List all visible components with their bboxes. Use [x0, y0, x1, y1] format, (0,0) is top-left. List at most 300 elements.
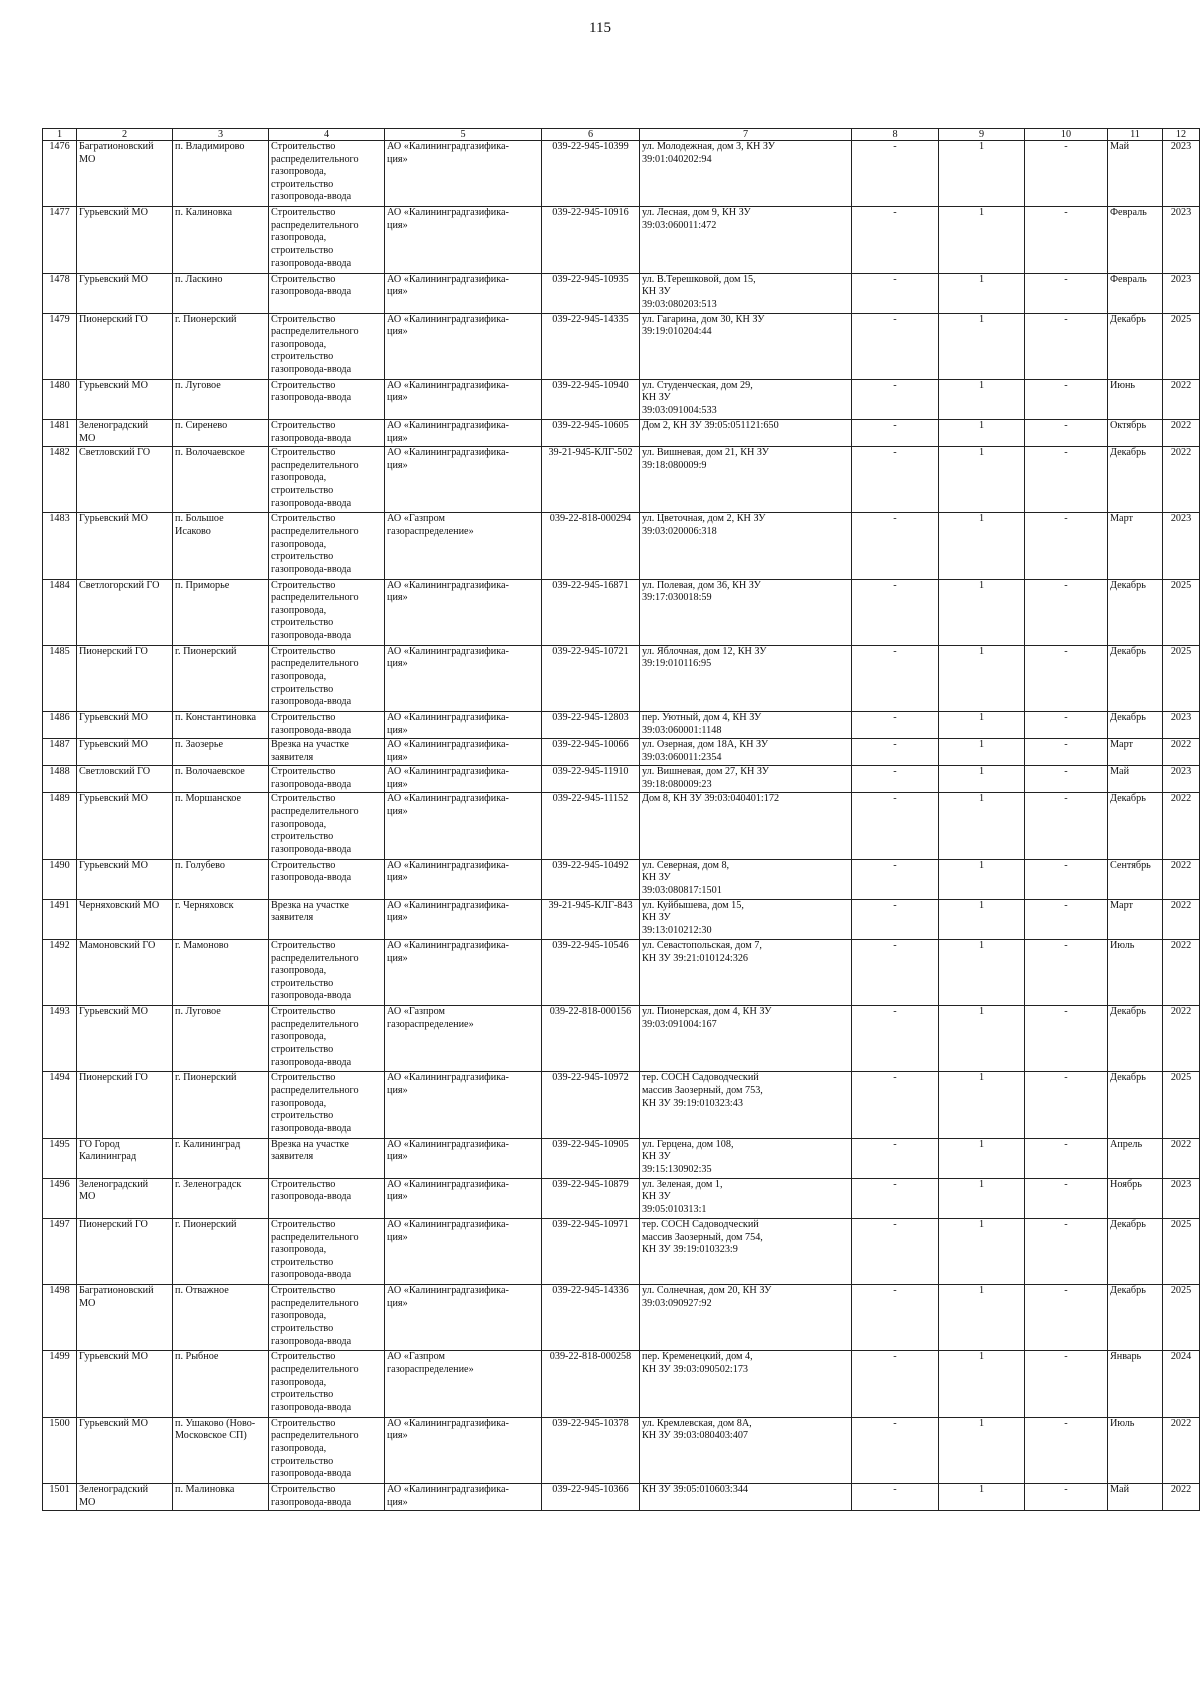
year-cell-text: 2023 — [1170, 712, 1192, 724]
column-9-cell — [939, 1285, 1025, 1351]
row-number-text: 1495 — [49, 1138, 70, 1150]
month-cell — [1108, 141, 1163, 207]
column-10-cell-text: - — [1064, 1417, 1068, 1429]
organization-cell-text: АО «Калининградгазифика- ция» — [387, 712, 509, 736]
year-cell — [1163, 579, 1200, 645]
column-9-cell — [939, 939, 1025, 1005]
month-cell-text: Октябрь — [1110, 420, 1147, 432]
column-8-cell — [852, 739, 939, 766]
row-number — [43, 141, 77, 207]
address-cell-text: ул. Вишневая, дом 21, КН ЗУ 39:18:080009:9 — [642, 447, 769, 471]
work-type-cell — [269, 1285, 385, 1351]
district-cell — [77, 1138, 173, 1178]
column-9-cell-text: 1 — [978, 1285, 985, 1297]
application-code-cell — [542, 766, 640, 793]
year-cell — [1163, 1483, 1200, 1510]
settlement-cell-text: п. Отважное — [175, 1285, 229, 1297]
settlement-cell — [173, 645, 269, 711]
column-9-cell — [939, 1417, 1025, 1483]
column-9-cell-text: 1 — [978, 1006, 985, 1018]
column-8-cell-text: - — [893, 1285, 897, 1297]
column-8-cell — [852, 899, 939, 939]
work-type-cell — [269, 1218, 385, 1284]
year-cell-text: 2025 — [1170, 645, 1192, 657]
column-10-cell — [1025, 1351, 1108, 1417]
organization-cell — [385, 579, 542, 645]
address-cell — [640, 1417, 852, 1483]
row-number — [43, 712, 77, 739]
address-cell-text: пер. Уютный, дом 4, КН ЗУ 39:03:060001:1148 — [642, 712, 762, 736]
column-header-8: 8 — [852, 129, 939, 141]
column-9-cell-text: 1 — [978, 1138, 985, 1150]
column-9-cell-text: 1 — [978, 379, 985, 391]
application-code-cell — [542, 273, 640, 313]
year-cell-text: 2023 — [1170, 273, 1192, 285]
column-10-cell-text: - — [1064, 939, 1068, 951]
settlement-cell-text: п. Моршанское — [175, 793, 242, 805]
column-10-cell — [1025, 207, 1108, 273]
column-10-cell — [1025, 766, 1108, 793]
organization-cell-text: АО «Калининградгазифика- ция» — [387, 739, 509, 763]
row-number — [43, 1072, 77, 1138]
year-cell-text: 2022 — [1170, 379, 1192, 391]
application-code-cell-text: 039-22-945-10905 — [552, 1138, 629, 1150]
page-number: 115 — [589, 20, 611, 36]
settlement-cell-text: п. Приморье — [175, 579, 230, 591]
settlement-cell — [173, 1285, 269, 1351]
district-cell-text: Зеленоградский МО — [79, 1483, 149, 1508]
year-cell-text: 2022 — [1170, 420, 1192, 432]
column-10-cell-text: - — [1064, 793, 1068, 805]
column-8-cell — [852, 313, 939, 379]
year-cell — [1163, 273, 1200, 313]
month-cell — [1108, 1285, 1163, 1351]
organization-cell-text: АО «Газпром газораспределение» — [387, 1351, 474, 1376]
column-10-cell-text: - — [1064, 1351, 1068, 1363]
year-cell-text: 2022 — [1170, 739, 1192, 751]
month-cell — [1108, 379, 1163, 419]
settlement-cell — [173, 379, 269, 419]
work-type-cell-text: Строительство распределительного газопровода, строительство газопровода-ввода — [271, 579, 359, 641]
year-cell — [1163, 739, 1200, 766]
organization-cell — [385, 1178, 542, 1218]
column-header-9: 9 — [939, 129, 1025, 141]
table-row — [43, 712, 1200, 739]
column-10-cell-text: - — [1064, 899, 1068, 911]
district-cell-text: Пионерский ГО — [79, 1072, 148, 1084]
column-8-cell-text: - — [893, 420, 897, 432]
district-cell — [77, 420, 173, 447]
month-cell-text: Февраль — [1110, 273, 1147, 285]
column-8-cell — [852, 1285, 939, 1351]
settlement-cell — [173, 420, 269, 447]
month-cell — [1108, 1417, 1163, 1483]
column-10-cell — [1025, 793, 1108, 859]
settlement-cell-text: п. Заозерье — [175, 739, 224, 751]
column-8-cell-text: - — [893, 939, 897, 951]
row-number-text: 1497 — [49, 1218, 70, 1230]
organization-cell-text: АО «Калининградгазифика- ция» — [387, 1483, 509, 1508]
year-cell — [1163, 1178, 1200, 1218]
address-cell-text: ул. Кремлевская, дом 8А, КН ЗУ 39:03:080403:407 — [642, 1417, 752, 1442]
application-code-cell-text: 039-22-945-10721 — [552, 645, 629, 657]
work-type-cell-text: Строительство газопровода-ввода — [271, 1483, 352, 1508]
column-10-cell-text: - — [1064, 1072, 1068, 1084]
district-cell-text: Гурьевский МО — [79, 1417, 148, 1429]
work-type-cell-text: Строительство газопровода-ввода — [271, 859, 352, 884]
address-cell — [640, 579, 852, 645]
column-10-cell — [1025, 1138, 1108, 1178]
application-code-cell-text: 039-22-945-11152 — [552, 793, 629, 805]
organization-cell — [385, 1138, 542, 1178]
column-8-cell — [852, 579, 939, 645]
row-number — [43, 273, 77, 313]
column-8-cell-text: - — [893, 207, 897, 219]
column-9-cell — [939, 579, 1025, 645]
district-cell-text: Черняховский МО — [79, 899, 160, 911]
organization-cell — [385, 766, 542, 793]
month-cell-text: Июль — [1110, 939, 1135, 951]
table-row — [43, 1285, 1200, 1351]
table-row — [43, 1417, 1200, 1483]
column-10-cell-text: - — [1064, 1138, 1068, 1150]
work-type-cell-text: Строительство распределительного газопровода, строительство газопровода-ввода — [271, 313, 359, 376]
district-cell — [77, 712, 173, 739]
table-row — [43, 939, 1200, 1005]
column-9-cell-text: 1 — [978, 579, 985, 591]
column-9-cell — [939, 379, 1025, 419]
month-cell-text: Декабрь — [1110, 447, 1146, 459]
organization-cell — [385, 273, 542, 313]
settlement-cell — [173, 1483, 269, 1510]
month-cell-text: Декабрь — [1110, 313, 1146, 325]
organization-cell-text: АО «Калининградгазифика- ция» — [387, 1218, 509, 1243]
column-9-cell-text: 1 — [978, 513, 985, 525]
organization-cell — [385, 1072, 542, 1138]
organization-cell — [385, 1006, 542, 1072]
district-cell-text: Зеленоградский МО — [79, 420, 149, 444]
column-9-cell-text: 1 — [978, 739, 985, 751]
month-cell-text: Февраль — [1110, 207, 1147, 219]
year-cell-text: 2023 — [1170, 1178, 1192, 1190]
column-10-cell — [1025, 1006, 1108, 1072]
row-number — [43, 1351, 77, 1417]
district-cell — [77, 793, 173, 859]
district-cell-text: Гурьевский МО — [79, 793, 148, 805]
address-cell — [640, 379, 852, 419]
settlement-cell — [173, 1138, 269, 1178]
year-cell-text: 2025 — [1170, 1072, 1192, 1084]
year-cell — [1163, 645, 1200, 711]
year-cell — [1163, 899, 1200, 939]
address-cell-text: ул. Севастопольская, дом 7, КН ЗУ 39:21:010124:326 — [642, 939, 762, 964]
column-9-cell — [939, 141, 1025, 207]
settlement-cell — [173, 1218, 269, 1284]
column-10-cell-text: - — [1064, 1178, 1068, 1190]
table-header — [43, 129, 1200, 141]
month-cell — [1108, 766, 1163, 793]
row-number-text: 1488 — [49, 766, 70, 778]
table-row — [43, 1483, 1200, 1510]
work-type-cell — [269, 579, 385, 645]
address-cell-text: Дом 2, КН ЗУ 39:05:051121:650 — [642, 420, 779, 432]
column-8-cell-text: - — [893, 1006, 897, 1018]
settlement-cell-text: г. Пионерский — [175, 1218, 237, 1230]
district-cell — [77, 1483, 173, 1510]
column-9-cell-text: 1 — [978, 313, 985, 325]
row-number — [43, 645, 77, 711]
row-number-text: 1499 — [49, 1351, 70, 1363]
application-code-cell-text: 039-22-945-10366 — [552, 1483, 629, 1495]
district-cell-text: Пионерский ГО — [79, 645, 148, 657]
district-cell-text: Гурьевский МО — [79, 1006, 148, 1018]
column-9-cell-text: 1 — [978, 1483, 985, 1495]
column-8-cell-text: - — [893, 1483, 897, 1495]
column-9-cell — [939, 447, 1025, 513]
settlement-cell-text: п. Волочаевское — [175, 447, 245, 459]
settlement-cell — [173, 793, 269, 859]
year-cell — [1163, 141, 1200, 207]
district-cell-text: Гурьевский МО — [79, 712, 148, 724]
column-header-7: 7 — [640, 129, 852, 141]
year-cell-text: 2025 — [1170, 579, 1192, 591]
column-9-cell — [939, 899, 1025, 939]
table-row — [43, 579, 1200, 645]
address-cell — [640, 141, 852, 207]
application-code-cell — [542, 313, 640, 379]
row-number — [43, 1285, 77, 1351]
district-cell-text: Пионерский ГО — [79, 1218, 148, 1230]
column-8-cell — [852, 645, 939, 711]
organization-cell — [385, 859, 542, 899]
column-10-cell — [1025, 513, 1108, 579]
address-cell-text: ул. Озерная, дом 18А, КН ЗУ 39:03:060011:2354 — [642, 739, 769, 763]
column-header-10: 10 — [1025, 129, 1108, 141]
row-number — [43, 766, 77, 793]
district-cell-text: Пионерский ГО — [79, 313, 148, 325]
application-code-cell — [542, 859, 640, 899]
address-cell-text: тер. СОСН Садоводческий массив Заозерный, дом 754, КН ЗУ 39:19:010323:9 — [642, 1218, 763, 1256]
month-cell-text: Март — [1110, 513, 1133, 525]
column-8-cell-text: - — [893, 1351, 897, 1363]
work-type-cell — [269, 1072, 385, 1138]
year-cell — [1163, 793, 1200, 859]
settlement-cell — [173, 141, 269, 207]
district-cell-text: ГО Город Калининград — [79, 1138, 137, 1163]
column-9-cell-text: 1 — [978, 645, 985, 657]
column-10-cell-text: - — [1064, 273, 1068, 285]
year-cell-text: 2022 — [1170, 1138, 1192, 1150]
address-cell — [640, 1072, 852, 1138]
column-10-cell — [1025, 1218, 1108, 1284]
organization-cell — [385, 1483, 542, 1510]
application-code-cell — [542, 207, 640, 273]
settlement-cell-text: п. Волочаевское — [175, 766, 245, 778]
column-10-cell — [1025, 1483, 1108, 1510]
application-code-cell-text: 039-22-945-10916 — [552, 207, 629, 219]
column-8-cell-text: - — [893, 1178, 897, 1190]
district-cell — [77, 207, 173, 273]
organization-cell — [385, 313, 542, 379]
column-10-cell-text: - — [1064, 766, 1068, 778]
column-8-cell — [852, 379, 939, 419]
settlement-cell-text: п. Луговое — [175, 379, 221, 391]
column-8-cell-text: - — [893, 645, 897, 657]
year-cell-text: 2023 — [1170, 766, 1192, 778]
district-cell-text: Зеленоградский МО — [79, 1178, 149, 1203]
organization-cell-text: АО «Калининградгазифика- ция» — [387, 1178, 509, 1203]
row-number-text: 1478 — [49, 273, 70, 285]
column-8-cell-text: - — [893, 579, 897, 591]
organization-cell — [385, 379, 542, 419]
year-cell — [1163, 1006, 1200, 1072]
work-type-cell — [269, 1006, 385, 1072]
district-cell — [77, 739, 173, 766]
organization-cell-text: АО «Калининградгазифика- ция» — [387, 420, 509, 444]
organization-cell — [385, 1218, 542, 1284]
column-header-5: 5 — [385, 129, 542, 141]
column-10-cell-text: - — [1064, 579, 1068, 591]
district-cell — [77, 141, 173, 207]
district-cell — [77, 579, 173, 645]
month-cell-text: Март — [1110, 739, 1133, 751]
work-type-cell-text: Строительство распределительного газопровода, строительство газопровода-ввода — [271, 513, 359, 575]
address-cell-text: ул. Герцена, дом 108, КН ЗУ 39:15:130902:35 — [642, 1138, 734, 1175]
application-code-cell — [542, 1417, 640, 1483]
row-number-text: 1492 — [49, 939, 70, 951]
year-cell-text: 2023 — [1170, 141, 1192, 152]
column-10-cell-text: - — [1064, 712, 1068, 724]
district-cell — [77, 1351, 173, 1417]
application-code-cell — [542, 420, 640, 447]
column-8-cell-text: - — [893, 1138, 897, 1150]
column-10-cell — [1025, 579, 1108, 645]
month-cell — [1108, 207, 1163, 273]
month-cell-text: Декабрь — [1110, 579, 1146, 591]
row-number-text: 1476 — [49, 141, 70, 152]
district-cell — [77, 379, 173, 419]
address-cell — [640, 420, 852, 447]
year-cell-text: 2022 — [1170, 859, 1192, 871]
application-code-cell — [542, 513, 640, 579]
column-8-cell — [852, 1138, 939, 1178]
application-code-cell-text: 039-22-945-10879 — [552, 1178, 629, 1190]
month-cell — [1108, 899, 1163, 939]
application-code-cell — [542, 1285, 640, 1351]
column-9-cell — [939, 420, 1025, 447]
column-10-cell-text: - — [1064, 513, 1068, 525]
settlement-cell — [173, 939, 269, 1005]
settlement-cell — [173, 207, 269, 273]
column-8-cell-text: - — [893, 141, 897, 152]
column-8-cell — [852, 207, 939, 273]
column-10-cell-text: - — [1064, 313, 1068, 325]
month-cell — [1108, 1178, 1163, 1218]
row-number — [43, 1006, 77, 1072]
month-cell-text: Январь — [1110, 1351, 1142, 1363]
application-code-cell-text: 039-22-945-14335 — [552, 313, 629, 325]
table-row — [43, 447, 1200, 513]
application-code-cell — [542, 1483, 640, 1510]
table-row — [43, 1178, 1200, 1218]
organization-cell-text: АО «Калининградгазифика- ция» — [387, 273, 509, 298]
year-cell-text: 2022 — [1170, 1417, 1192, 1429]
settlement-cell — [173, 739, 269, 766]
column-8-cell — [852, 1417, 939, 1483]
column-8-cell — [852, 141, 939, 207]
year-cell-text: 2025 — [1170, 1218, 1192, 1230]
work-type-cell — [269, 766, 385, 793]
month-cell-text: Ноябрь — [1110, 1178, 1142, 1190]
address-cell — [640, 793, 852, 859]
column-9-cell-text: 1 — [978, 141, 985, 152]
column-9-cell-text: 1 — [978, 899, 985, 911]
column-10-cell — [1025, 273, 1108, 313]
month-cell — [1108, 939, 1163, 1005]
address-cell — [640, 513, 852, 579]
organization-cell — [385, 1351, 542, 1417]
address-cell — [640, 1178, 852, 1218]
organization-cell-text: АО «Калининградгазифика- ция» — [387, 766, 509, 790]
row-number-text: 1494 — [49, 1072, 70, 1084]
column-9-cell-text: 1 — [978, 1351, 985, 1363]
column-10-cell-text: - — [1064, 1483, 1068, 1495]
year-cell-text: 2023 — [1170, 207, 1192, 219]
application-code-cell — [542, 793, 640, 859]
work-type-cell-text: Строительство распределительного газопровода, строительство газопровода-ввода — [271, 1072, 359, 1134]
work-type-cell — [269, 379, 385, 419]
table-row — [43, 141, 1200, 207]
column-8-cell-text: - — [893, 513, 897, 525]
application-code-cell-text: 039-22-945-11910 — [552, 766, 629, 778]
district-cell-text: Гурьевский МО — [79, 739, 148, 751]
column-8-cell-text: - — [893, 899, 897, 911]
settlement-cell — [173, 447, 269, 513]
year-cell — [1163, 1072, 1200, 1138]
district-cell — [77, 273, 173, 313]
district-cell — [77, 939, 173, 1005]
settlement-cell — [173, 313, 269, 379]
settlement-cell-text: г. Пионерский — [175, 1072, 237, 1084]
year-cell — [1163, 1218, 1200, 1284]
year-cell — [1163, 207, 1200, 273]
column-10-cell — [1025, 899, 1108, 939]
address-cell — [640, 739, 852, 766]
row-number-text: 1487 — [49, 739, 70, 751]
year-cell — [1163, 1351, 1200, 1417]
month-cell — [1108, 1072, 1163, 1138]
column-header-6: 6 — [542, 129, 640, 141]
year-cell-text: 2022 — [1170, 939, 1192, 951]
column-10-cell — [1025, 1072, 1108, 1138]
application-code-cell-text: 039-22-945-16871 — [552, 579, 629, 591]
column-9-cell-text: 1 — [978, 793, 985, 805]
settlement-cell-text: п. Большое Исаково — [175, 513, 224, 537]
application-code-cell-text: 039-22-818-000156 — [549, 1006, 632, 1018]
address-cell-text: КН ЗУ 39:05:010603:344 — [642, 1483, 749, 1495]
address-cell-text: ул. Цветочная, дом 2, КН ЗУ 39:03:020006:318 — [642, 513, 766, 537]
application-code-cell-text: 039-22-945-12803 — [552, 712, 629, 724]
column-9-cell — [939, 1178, 1025, 1218]
column-8-cell-text: - — [893, 766, 897, 778]
column-10-cell-text: - — [1064, 141, 1068, 152]
application-code-cell — [542, 1218, 640, 1284]
table-row — [43, 207, 1200, 273]
work-type-cell-text: Строительство распределительного газопровода, строительство газопровода-ввода — [271, 1006, 359, 1068]
district-cell — [77, 313, 173, 379]
month-cell — [1108, 273, 1163, 313]
organization-cell-text: АО «Калининградгазифика- ция» — [387, 645, 509, 670]
